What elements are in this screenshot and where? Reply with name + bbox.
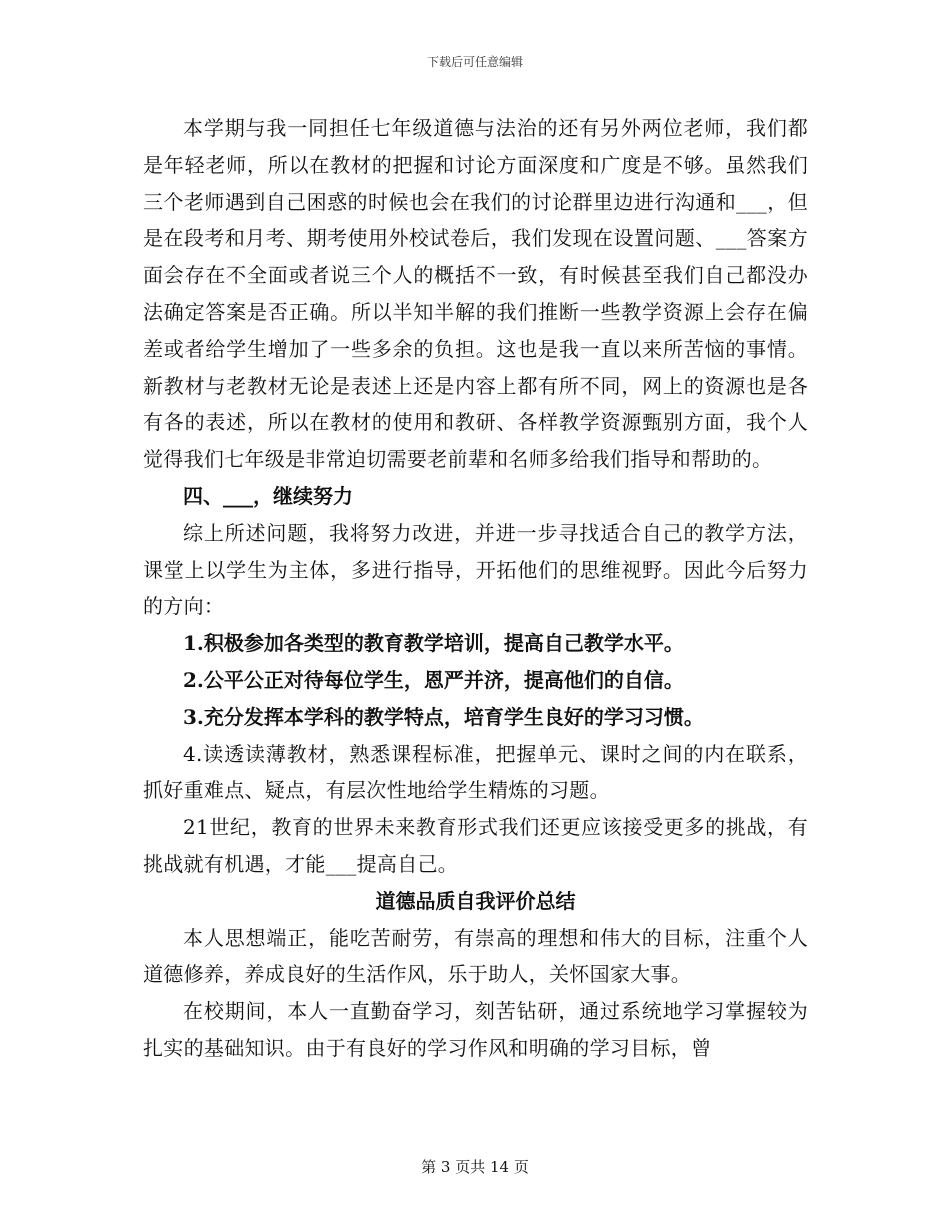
page-header-note: 下载后可任意编辑 xyxy=(426,55,523,69)
paragraph-study: 在校期间，本人一直勤奋学习，刻苦钻研，通过系统地学习掌握较为扎实的基础知识。由于有良好的学习作风和明确的学习目标，曾 xyxy=(143,999,808,1060)
page-number: 第 3 页共 14 页 xyxy=(421,1158,529,1176)
section-heading-4: 四、___，继续努力 xyxy=(183,483,353,508)
article-title: 道德品质自我评价总结 xyxy=(375,888,576,913)
list-item-3: 3.充分发挥本学科的教学特点，培育学生良好的学习习惯。 xyxy=(183,704,704,729)
list-item-1: 1.积极参加各类型的教育教学培训，提高自己教学水平。 xyxy=(183,631,684,656)
paragraph-21st-century: 21世纪，教育的世界未来教育形式我们还更应该接受更多的挑战，有挑战就有机遇，才能___提高自己。 xyxy=(143,815,808,876)
paragraph-moral-character: 本人思想端正，能吃苦耐劳，有崇高的理想和伟大的目标，注重个人道德修养，养成良好的生活作风，乐于助人，关怀国家大事。 xyxy=(143,925,808,987)
list-item-4: 4.读透读薄教材，熟悉课程标准，把握单元、课时之间的内在联系，抓好重难点、疑点，有层次性地给学生精炼的习题。 xyxy=(143,741,808,803)
paragraph-improvement-direction: 综上所述问题，我将努力改进，并进一步寻找适合自己的教学方法，课堂上以学生为主体，多进行指导，开拓他们的思维视野。因此今后努力的方向： xyxy=(143,520,808,619)
document-body xyxy=(143,110,808,1067)
list-item-2: 2.公平公正对待每位学生，恩严并济，提高他们的自信。 xyxy=(183,667,684,692)
paragraph-colleagues: 本学期与我一同担任七年级道德与法治的还有另外两位老师，我们都是年轻老师，所以在教材的把握和讨论方面深度和广度是不够。虽然我们三个老师遇到自己困惑的时候也会在我们的讨论群里边进行沟通和___，但是在段考和月考、期考使用外校试卷后，我们发现在设置问题、___答案方面会存在不全面或者说三个人的概括不一致，有时候甚至我们自己都没办法确定答案是否正确。所以半知半解的我们推断一些教学资源上会存在偏差或者给学生增加了一些多余的负担。这也是我一直以来所苦恼的事情。新教材与老教材无论是表述上还是内容上都有所不同，网上的资源也是各有各的表述，所以在教材的使用和教研、各样教学资源甄别方面，我个人觉得我们七年级是非常迫切需要老前辈和名师多给我们指导和帮助的。 xyxy=(143,116,808,472)
